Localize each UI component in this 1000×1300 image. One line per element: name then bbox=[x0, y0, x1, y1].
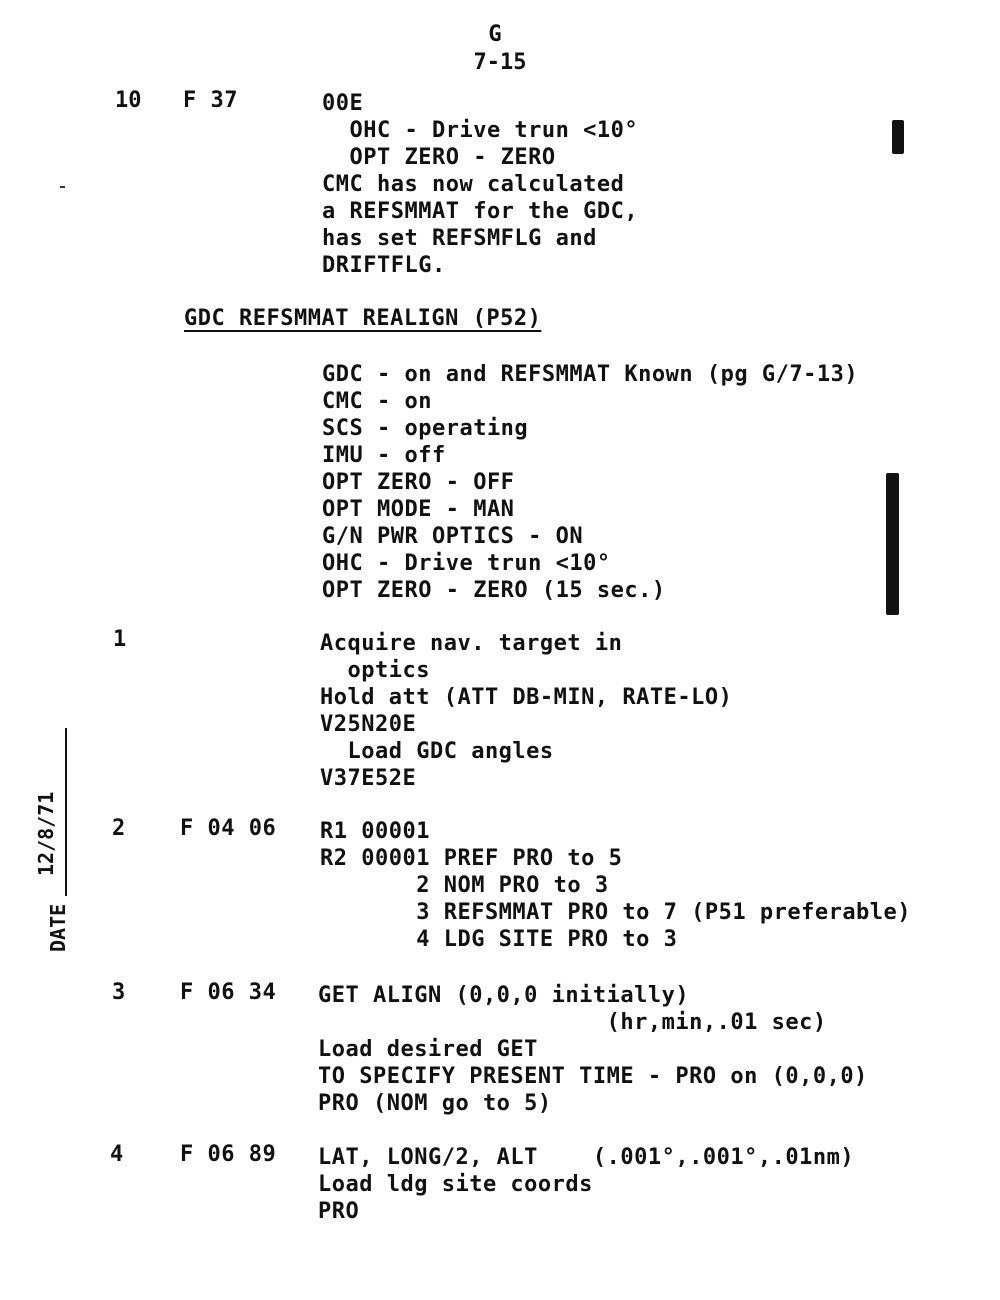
step-number: 2 bbox=[112, 816, 126, 841]
text-line: a REFSMMAT for the GDC, bbox=[322, 199, 639, 224]
text-line: Load desired GET bbox=[318, 1037, 538, 1062]
display-cue: F 06 34 bbox=[180, 980, 277, 1005]
text-line: PRO bbox=[318, 1199, 360, 1224]
date-underline bbox=[65, 728, 67, 896]
prereq-line: OPT ZERO - ZERO (15 sec.) bbox=[322, 578, 666, 603]
step-1-text bbox=[320, 630, 732, 792]
text-line: optics bbox=[320, 658, 430, 683]
text-line: OPT ZERO - ZERO bbox=[322, 145, 556, 170]
prereq-line: OPT MODE - MAN bbox=[322, 497, 515, 522]
text-line: PRO (NOM go to 5) bbox=[318, 1091, 552, 1116]
step-10-text bbox=[322, 90, 638, 279]
section-letter: G bbox=[488, 22, 502, 47]
step-2-text bbox=[320, 818, 911, 953]
prereq-line: CMC - on bbox=[322, 389, 432, 414]
text-line: OHC - Drive trun <10° bbox=[322, 118, 639, 143]
display-cue: F 04 06 bbox=[180, 816, 277, 841]
text-line: V37E52E bbox=[320, 766, 417, 791]
text-line: DRIFTFLG. bbox=[322, 253, 446, 278]
text-line: (hr,min,.01 sec) bbox=[318, 1010, 827, 1035]
prereq-line: G/N PWR OPTICS - ON bbox=[322, 524, 584, 549]
text-line: TO SPECIFY PRESENT TIME - PRO on (0,0,0) bbox=[318, 1064, 868, 1089]
step-number: 1 bbox=[113, 627, 127, 652]
text-line: Hold att (ATT DB-MIN, RATE-LO) bbox=[320, 685, 733, 710]
text-line: 2 NOM PRO to 3 bbox=[320, 873, 609, 898]
step-4-text bbox=[318, 1144, 854, 1225]
date-label: DATE bbox=[46, 903, 70, 952]
text-line: Acquire nav. target in bbox=[320, 631, 623, 656]
prereq-line: OHC - Drive trun <10° bbox=[322, 551, 611, 576]
prereq-line: OPT ZERO - OFF bbox=[322, 470, 515, 495]
text-line: 00E bbox=[322, 91, 364, 116]
step-number: 4 bbox=[110, 1142, 124, 1167]
text-line: V25N20E bbox=[320, 712, 417, 737]
text-line: Load GDC angles bbox=[320, 739, 554, 764]
step-3-text bbox=[318, 982, 868, 1117]
section-title: GDC REFSMMAT REALIGN (P52) bbox=[184, 306, 542, 331]
text-line: CMC has now calculated bbox=[322, 172, 625, 197]
text-line: has set REFSMFLG and bbox=[322, 226, 597, 251]
page-number: 7-15 bbox=[473, 50, 527, 75]
prereq-line: SCS - operating bbox=[322, 416, 529, 441]
text-line: 4 LDG SITE PRO to 3 bbox=[320, 927, 678, 952]
text-line: R1 00001 bbox=[320, 819, 430, 844]
change-bar bbox=[892, 120, 904, 154]
date-value: 12/8/71 bbox=[34, 791, 58, 876]
prereq-line: IMU - off bbox=[322, 443, 446, 468]
change-bar bbox=[886, 473, 899, 615]
text-line: LAT, LONG/2, ALT (.001°,.001°,.01nm) bbox=[318, 1145, 855, 1170]
step-number: 3 bbox=[112, 980, 126, 1005]
prerequisite-list bbox=[322, 361, 858, 604]
prereq-line: GDC - on and REFSMMAT Known (pg G/7-13) bbox=[322, 362, 859, 387]
display-cue: F 06 89 bbox=[180, 1142, 277, 1167]
display-cue: F 37 bbox=[183, 88, 238, 113]
scan-speck bbox=[60, 186, 65, 188]
text-line: GET ALIGN (0,0,0 initially) bbox=[318, 983, 690, 1008]
text-line: 3 REFSMMAT PRO to 7 (P51 preferable) bbox=[320, 900, 912, 925]
text-line: R2 00001 PREF PRO to 5 bbox=[320, 846, 623, 871]
step-number: 10 bbox=[115, 88, 142, 113]
text-line: Load ldg site coords bbox=[318, 1172, 593, 1197]
